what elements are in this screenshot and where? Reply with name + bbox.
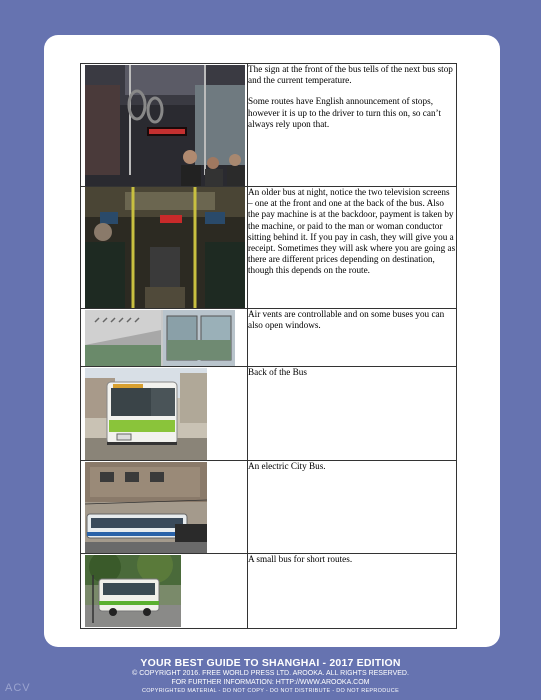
bus-interior-sign-photo [85, 65, 245, 186]
description-text: The sign at the front of the bus tells of the next bus stop and the current temperature. [248, 64, 453, 86]
footer-title: YOUR BEST GUIDE TO SHANGHAI - 2017 EDITION [140, 657, 401, 669]
description-text: A small bus for short routes. [248, 554, 353, 564]
photo-cell [81, 64, 248, 187]
older-bus-night-photo [85, 187, 245, 308]
air-vent-window-photo [85, 310, 235, 366]
electric-city-bus-photo [85, 462, 207, 553]
table-row [81, 187, 457, 309]
photo-cell [81, 367, 248, 461]
table-row [81, 367, 457, 461]
footer-notice: COPYRIGHTED MATERIAL - DO NOT COPY - DO NOT DISTRIBUTE - DO NOT REPRODUCE [141, 688, 400, 694]
description-cell [248, 367, 457, 461]
table-row [81, 64, 457, 187]
description-text: Air vents are controllable and on some buses you can also open windows. [248, 309, 445, 331]
description-cell [248, 554, 457, 629]
description-cell [248, 461, 457, 554]
description-text: Back of the Bus [248, 367, 307, 377]
bus-guide-table [80, 63, 457, 629]
description-text: An older bus at night, notice the two television screens – one at the front and one at the back of the bus. Also the pay machine is at the backdoor, payment is taken by the machine, or paid to the man or woman conductor sitting behind it. If you pay in cash, they will give you a receipt. Sometimes they will ask where you are going as there are different prices depending on destination, though this depends on the route. [248, 187, 456, 276]
table-row [81, 461, 457, 554]
document-page [44, 35, 500, 647]
table-row [81, 554, 457, 629]
photo-cell [81, 461, 248, 554]
small-bus-photo [85, 555, 181, 627]
footer-copyright: © COPYRIGHT 2016. FREE WORLD PRESS LTD. AROOKA. ALL RIGHTS RESERVED. [132, 670, 409, 677]
footer-info-link[interactable]: FOR FURTHER INFORMATION: HTTP://WWW.AROOKA.COM [171, 679, 370, 686]
table-row [81, 309, 457, 367]
description-cell [248, 187, 457, 309]
description-text: An electric City Bus. [248, 461, 326, 471]
photo-cell [81, 554, 248, 629]
watermark: ACV [5, 682, 31, 694]
description-text: Some routes have English announcement of stops, however it is up to the driver to turn this on, so can’t always rely upon that. [248, 96, 441, 129]
photo-cell [81, 309, 248, 367]
photo-cell [81, 187, 248, 309]
description-cell [248, 64, 457, 187]
back-of-bus-photo [85, 368, 207, 460]
description-cell [248, 309, 457, 367]
